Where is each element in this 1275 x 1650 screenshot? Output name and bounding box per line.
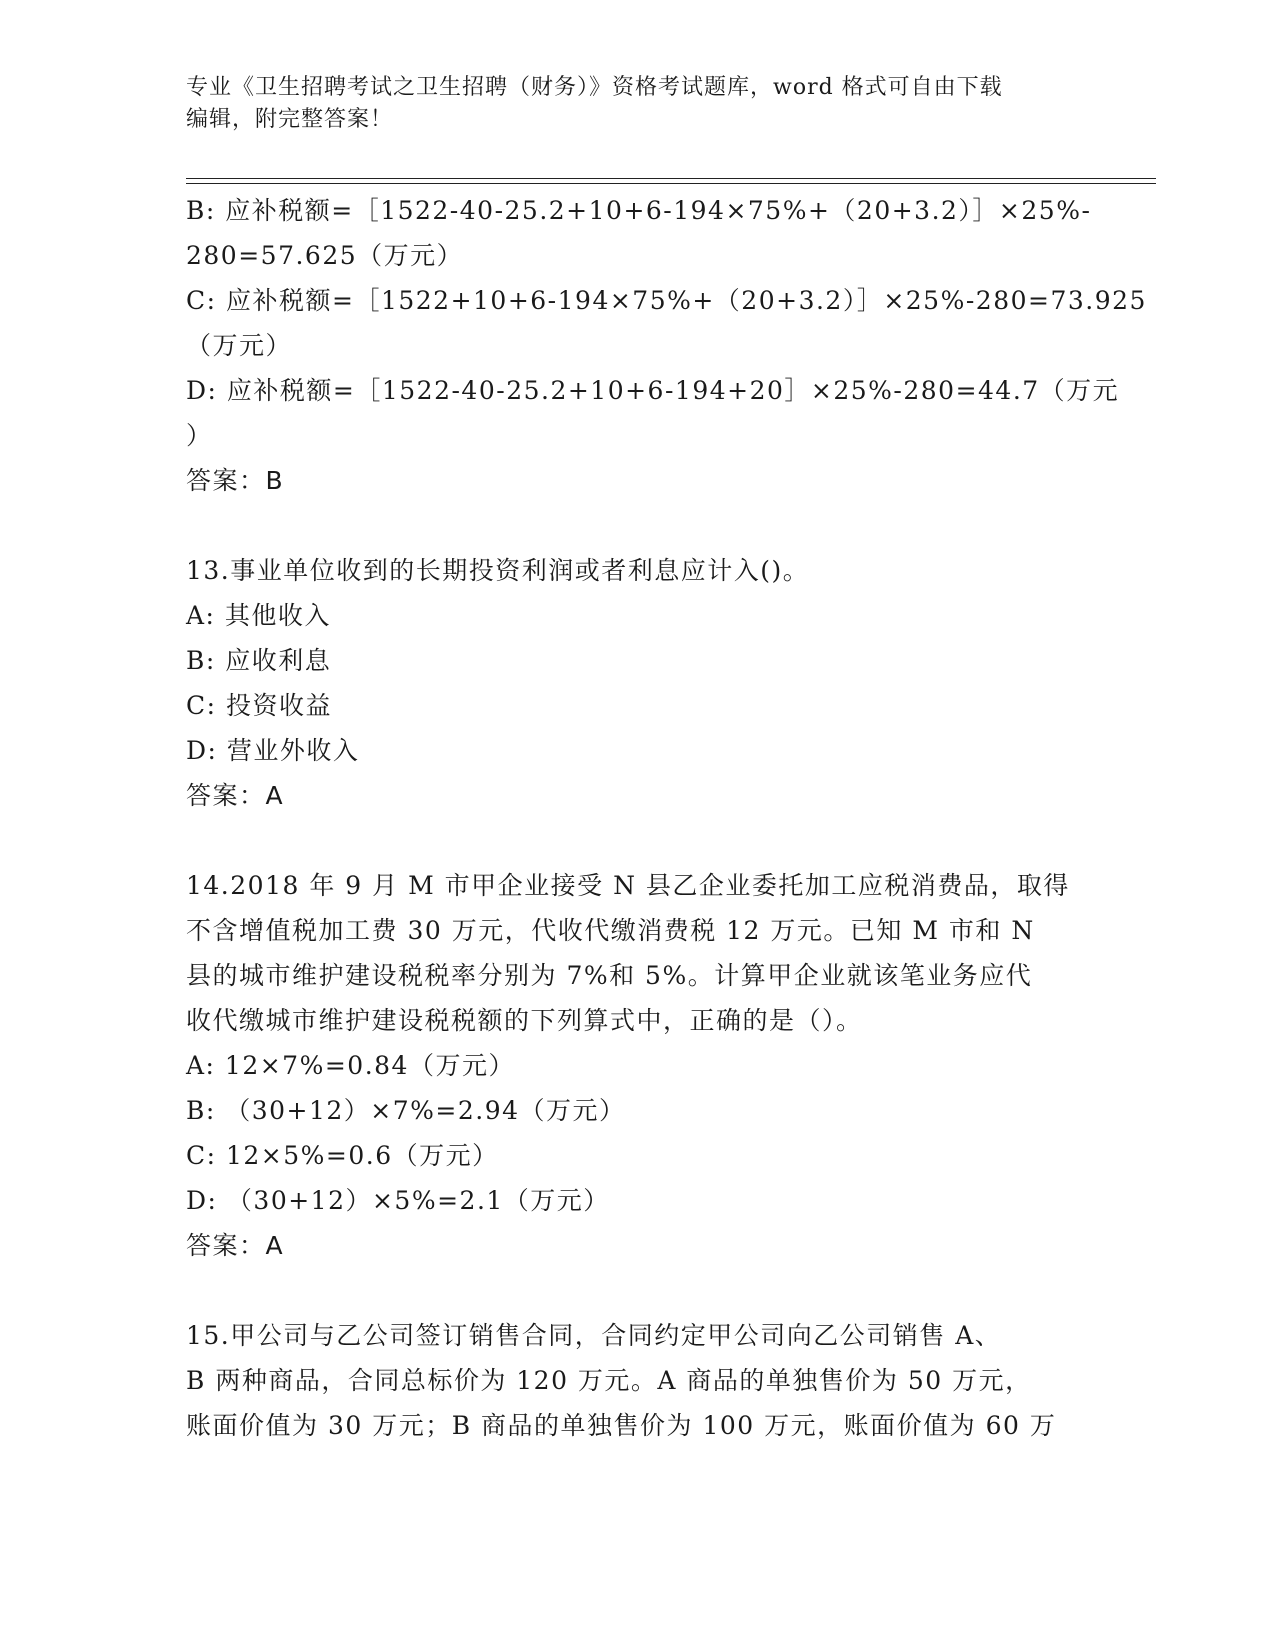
q12-option-d-line-2: ） bbox=[186, 421, 213, 450]
header-title-line-1: 专业《卫生招聘考试之卫生招聘（财务）》资格考试题库，word 格式可自由下载 bbox=[186, 75, 1003, 100]
q12-answer: 答案：B bbox=[186, 466, 285, 495]
q13-answer: 答案：A bbox=[186, 781, 285, 810]
document-header bbox=[186, 72, 1086, 136]
header-rule-top bbox=[186, 178, 1156, 179]
q13-option-b: B: 应收利息 bbox=[186, 646, 332, 675]
q14-option-c: C: 12×5%=0.6（万元） bbox=[186, 1141, 499, 1170]
header-title-line-2: 编辑，附完整答案！ bbox=[186, 107, 394, 132]
q12-option-c-line-2: （万元） bbox=[186, 331, 293, 360]
question-14 bbox=[186, 863, 1086, 1268]
question-12 bbox=[186, 188, 1147, 503]
q13-option-d: D: 营业外收入 bbox=[186, 736, 360, 765]
q14-question-line-1: 14.2018 年 9 月 M 市甲企业接受 N 县乙企业委托加工应税消费品，取得 bbox=[186, 871, 1070, 900]
q12-option-b-line-1: B: 应补税额=［1522-40-25.2+10+6-194×75%+（20+3.2）］×25%- bbox=[186, 196, 1092, 225]
q13-option-c: C: 投资收益 bbox=[186, 691, 332, 720]
q12-option-c-line-1: C: 应补税额=［1522+10+6-194×75%+（20+3.2）］×25%-280=73.925 bbox=[186, 286, 1147, 315]
q14-question-line-2: 不含增值税加工费 30 万元，代收代缴消费税 12 万元。已知 M 市和 N bbox=[186, 916, 1035, 945]
question-13 bbox=[186, 548, 1086, 818]
spacer bbox=[186, 503, 1086, 548]
q12-option-b-line-2: 280=57.625（万元） bbox=[186, 241, 464, 270]
q14-option-b: B: （30+12）×7%=2.94（万元） bbox=[186, 1096, 626, 1125]
q14-option-d: D: （30+12）×5%=2.1（万元） bbox=[186, 1186, 610, 1215]
q12-option-d-line-1: D: 应补税额=［1522-40-25.2+10+6-194+20］×25%-280=44.7（万元 bbox=[186, 376, 1120, 405]
spacer bbox=[186, 818, 1086, 863]
header-rule-bottom bbox=[186, 183, 1156, 184]
q14-question-line-3: 县的城市维护建设税税率分别为 7%和 5%。计算甲企业就该笔业务应代 bbox=[186, 961, 1033, 990]
question-15 bbox=[186, 1313, 1086, 1448]
q15-question-line-1: 15.甲公司与乙公司签订销售合同，合同约定甲公司向乙公司销售 A、 bbox=[186, 1321, 1002, 1350]
q15-question-line-3: 账面价值为 30 万元；B 商品的单独售价为 100 万元，账面价值为 60 万 bbox=[186, 1411, 1057, 1440]
q14-answer: 答案：A bbox=[186, 1231, 285, 1260]
document-body bbox=[186, 188, 1147, 1448]
q13-option-a: A: 其他收入 bbox=[186, 601, 331, 630]
q13-question: 13.事业单位收到的长期投资利润或者利息应计入()。 bbox=[186, 556, 810, 585]
q15-question-line-2: B 两种商品，合同总标价为 120 万元。A 商品的单独售价为 50 万元， bbox=[186, 1366, 1032, 1395]
spacer bbox=[186, 1268, 1086, 1313]
q14-question-line-4: 收代缴城市维护建设税税额的下列算式中，正确的是（）。 bbox=[186, 1006, 863, 1035]
q14-option-a: A: 12×7%=0.84（万元） bbox=[186, 1051, 515, 1080]
